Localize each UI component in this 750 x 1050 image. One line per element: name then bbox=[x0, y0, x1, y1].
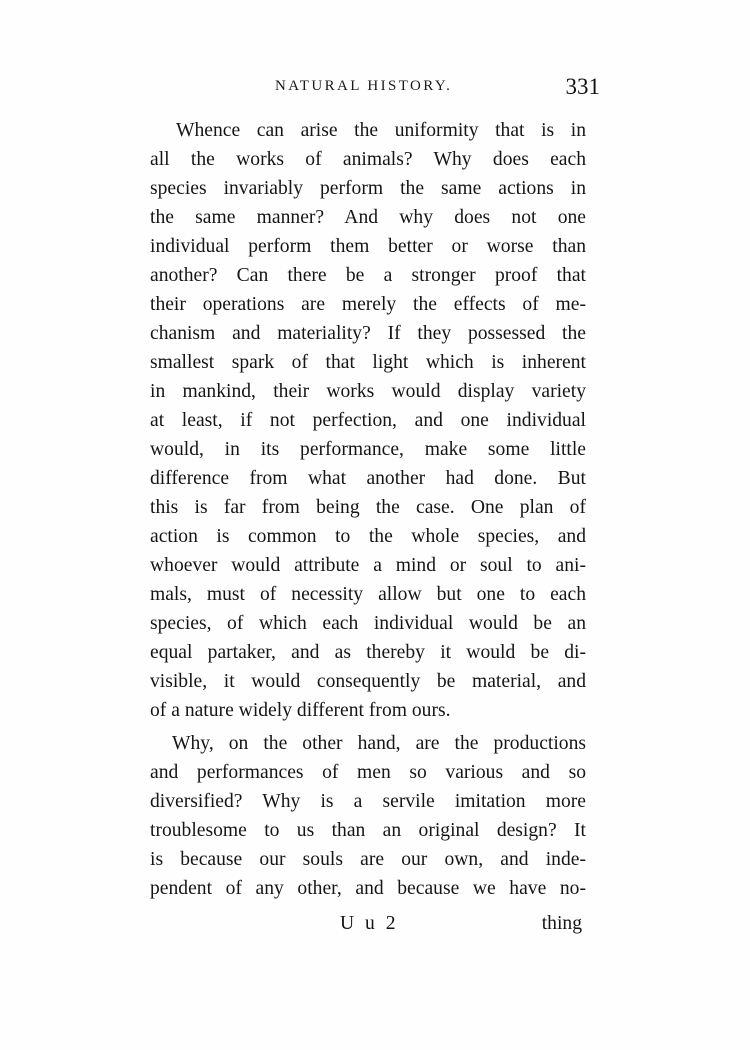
text-line: this is far from being the case. One plan of bbox=[150, 497, 586, 518]
text-line: another? Can there be a stronger proof that bbox=[150, 265, 586, 286]
catchword: thing bbox=[541, 913, 582, 934]
body-text bbox=[150, 116, 586, 903]
text-line: difference from what another had done. But bbox=[150, 468, 586, 489]
text-line: their operations are merely the effects of me- bbox=[150, 294, 586, 315]
text-line: and performances of men so various and so bbox=[150, 762, 586, 783]
text-line: mals, must of necessity allow but one to each bbox=[150, 584, 586, 605]
text-line: of a nature widely different from ours. bbox=[150, 700, 451, 721]
paragraph-1 bbox=[150, 116, 586, 725]
text-line: species, of which each individual would be an bbox=[150, 613, 586, 634]
text-line: individual perform them better or worse than bbox=[150, 236, 586, 257]
text-line: in mankind, their works would display variety bbox=[150, 381, 586, 402]
text-line: at least, if not perfection, and one individual bbox=[150, 410, 586, 431]
running-head: NATURAL HISTORY. bbox=[275, 78, 453, 94]
paragraph-2 bbox=[150, 729, 586, 903]
text-line: chanism and materiality? If they possessed the bbox=[150, 323, 586, 344]
text-line: the same manner? And why does not one bbox=[150, 207, 586, 228]
text-line: action is common to the whole species, and bbox=[150, 526, 586, 547]
text-line: visible, it would consequently be material, and bbox=[150, 671, 586, 692]
text-line: would, in its performance, make some little bbox=[150, 439, 586, 460]
text-line: diversified? Why is a servile imitation more bbox=[150, 791, 586, 812]
text-line: is because our souls are our own, and inde- bbox=[150, 849, 586, 870]
text-line: troublesome to us than an original design? It bbox=[150, 820, 586, 841]
page-footer bbox=[150, 913, 586, 943]
text-line: all the works of animals? Why does each bbox=[150, 149, 586, 170]
signature-mark: U u 2 bbox=[340, 913, 399, 934]
page-header bbox=[150, 74, 600, 104]
text-line: species invariably perform the same actions in bbox=[150, 178, 586, 199]
text-line: equal partaker, and as thereby it would be di- bbox=[150, 642, 586, 663]
text-line: Whence can arise the uniformity that is in bbox=[176, 120, 586, 141]
text-line: Why, on the other hand, are the productions bbox=[172, 733, 586, 754]
text-line: whoever would attribute a mind or soul to ani- bbox=[150, 555, 586, 576]
page-number: 331 bbox=[565, 74, 600, 99]
text-line: smallest spark of that light which is inherent bbox=[150, 352, 586, 373]
text-line: pendent of any other, and because we have no- bbox=[150, 878, 586, 899]
